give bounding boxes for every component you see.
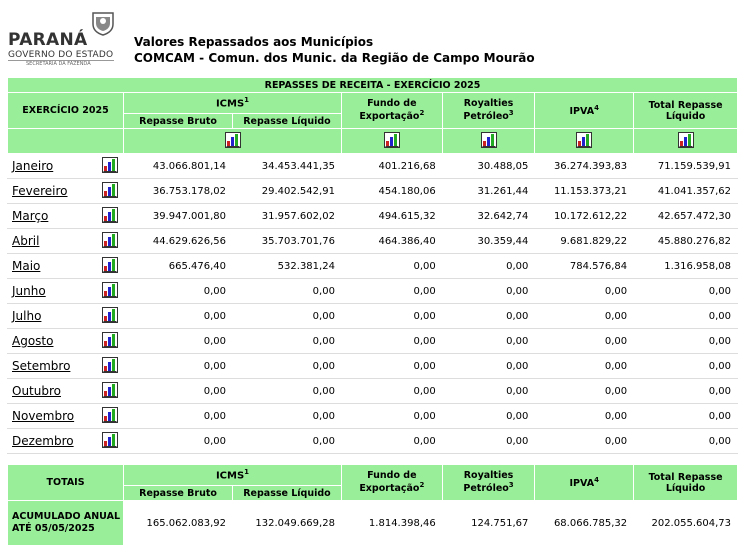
total-cell: 45.880.276,82: [634, 229, 738, 254]
table-row: [8, 204, 738, 229]
bar-chart-icon[interactable]: [102, 407, 118, 426]
coat-of-arms-icon: [90, 10, 116, 36]
totals-row: [8, 501, 738, 546]
bruto-cell: 36.753.178,02: [124, 179, 233, 204]
total-cell: 42.657.472,30: [634, 204, 738, 229]
bruto-cell: 0,00: [124, 429, 233, 454]
totals-table: [7, 464, 738, 546]
royalties-cell: 0,00: [442, 429, 535, 454]
sum-ipva-label: IPVA: [569, 478, 595, 490]
logo-sec: SECRETARIA DA FAZENDA: [26, 61, 91, 67]
totais-label: TOTAIS: [8, 465, 124, 501]
month-link[interactable]: Fevereiro: [12, 184, 68, 198]
liquido-cell: 0,00: [233, 304, 342, 329]
liquido-cell: 0,00: [233, 329, 342, 354]
title-line1: Valores Repassados aos Municípios: [134, 35, 374, 49]
month-chart-cell[interactable]: [97, 404, 123, 429]
bar-chart-icon[interactable]: [102, 157, 118, 176]
fundo-label2: Exportação: [359, 111, 420, 123]
royalties-label2: Petróleo: [463, 111, 509, 123]
ipva-cell: 10.172.612,22: [535, 204, 634, 229]
ipva-cell: 0,00: [535, 354, 634, 379]
fundo-chart-cell[interactable]: [341, 129, 442, 154]
liquido-cell: 34.453.441,35: [233, 154, 342, 179]
bar-chart-icon[interactable]: [102, 332, 118, 351]
fundo-cell: 0,00: [341, 429, 442, 454]
total-label: Total Repasse: [648, 99, 723, 111]
month-cell: [8, 354, 98, 379]
icms-label: ICMS: [215, 98, 245, 110]
liquido-cell: 35.703.701,76: [233, 229, 342, 254]
col-icms: [124, 93, 342, 114]
royalties-label: Royalties: [463, 98, 514, 110]
month-cell: [8, 254, 98, 279]
month-chart-cell[interactable]: [97, 229, 123, 254]
month-chart-cell[interactable]: [97, 179, 123, 204]
ipva-label: IPVA: [569, 106, 595, 118]
table-row: [8, 179, 738, 204]
col-royalties: [442, 93, 535, 129]
table-row: [8, 429, 738, 454]
title-line2: COMCAM - Comun. dos Munic. da Região de Campo Mourão: [134, 51, 535, 65]
total-ipva: 68.066.785,32: [535, 501, 634, 546]
royalties-cell: 0,00: [442, 379, 535, 404]
fundo-cell: 454.180,06: [341, 179, 442, 204]
bruto-cell: 0,00: [124, 329, 233, 354]
royalties-cell: 0,00: [442, 279, 535, 304]
fundo-cell: 0,00: [341, 279, 442, 304]
total-bruto: 165.062.083,92: [124, 501, 233, 546]
bruto-cell: 0,00: [124, 354, 233, 379]
liquido-cell: 532.381,24: [233, 254, 342, 279]
table-row: [8, 379, 738, 404]
month-cell: [8, 279, 98, 304]
royalties-cell: 30.488,05: [442, 154, 535, 179]
sum-col-repasse-liquido: Repasse Líquido: [233, 486, 342, 501]
table-row: [8, 329, 738, 354]
ipva-cell: 0,00: [535, 379, 634, 404]
fundo-cell: 0,00: [341, 354, 442, 379]
table-caption: REPASSES DE RECEITA - EXERCÍCIO 2025: [8, 78, 738, 93]
month-chart-cell[interactable]: [97, 329, 123, 354]
table-row: [8, 229, 738, 254]
royalties-cell: 0,00: [442, 304, 535, 329]
table-row: [8, 354, 738, 379]
bruto-cell: 39.947.001,80: [124, 204, 233, 229]
col-repasse-bruto: Repasse Bruto: [124, 114, 233, 129]
bar-chart-icon[interactable]: [678, 132, 694, 151]
month-cell: [8, 329, 98, 354]
ipva-cell: 0,00: [535, 404, 634, 429]
total-cell: 0,00: [634, 429, 738, 454]
month-chart-cell[interactable]: [97, 429, 123, 454]
icms-sup: 1: [244, 96, 250, 105]
bar-chart-icon[interactable]: [481, 132, 497, 151]
bar-chart-icon[interactable]: [102, 307, 118, 326]
sum-royalties-sup: 3: [508, 481, 514, 490]
sum-royalties-label: Royalties: [463, 470, 514, 482]
bar-chart-icon[interactable]: [102, 432, 118, 451]
month-chart-cell[interactable]: [97, 254, 123, 279]
logo-brand: PARANÁ: [8, 30, 88, 50]
acumulado-label: ACUMULADO ANUAL ATÉ 05/05/2025: [8, 501, 124, 546]
total-total: 202.055.604,73: [634, 501, 738, 546]
fundo-sup: 2: [419, 109, 425, 118]
col-total: [634, 93, 738, 129]
fundo-cell: 0,00: [341, 304, 442, 329]
month-cell: [8, 379, 98, 404]
total-cell: 1.316.958,08: [634, 254, 738, 279]
parana-logo: [6, 8, 124, 68]
royalties-cell: 31.261,44: [442, 179, 535, 204]
total-cell: 0,00: [634, 404, 738, 429]
ipva-sup: 4: [594, 103, 599, 112]
liquido-cell: 0,00: [233, 429, 342, 454]
liquido-cell: 0,00: [233, 379, 342, 404]
ipva-cell: 9.681.829,22: [535, 229, 634, 254]
month-chart-cell[interactable]: [97, 379, 123, 404]
month-link[interactable]: Maio: [12, 259, 41, 273]
logo-gov: GOVERNO DO ESTADO: [8, 50, 114, 60]
month-chart-cell[interactable]: [97, 154, 123, 179]
month-link[interactable]: Junho: [12, 284, 46, 298]
bruto-cell: 43.066.801,14: [124, 154, 233, 179]
table-row: [8, 254, 738, 279]
bruto-cell: 0,00: [124, 304, 233, 329]
bruto-cell: 0,00: [124, 379, 233, 404]
royalties-cell: 0,00: [442, 329, 535, 354]
liquido-cell: 29.402.542,91: [233, 179, 342, 204]
total-cell: 41.041.357,62: [634, 179, 738, 204]
ipva-cell: 0,00: [535, 329, 634, 354]
month-cell: [8, 229, 98, 254]
total-chart-cell[interactable]: [634, 129, 738, 154]
table-row: [8, 404, 738, 429]
sum-col-ipva: [535, 465, 634, 501]
royalties-chart-cell[interactable]: [442, 129, 535, 154]
month-link[interactable]: Setembro: [12, 359, 71, 373]
sum-ipva-sup: 4: [594, 475, 599, 484]
sum-total-label: Total Repasse: [648, 471, 723, 483]
bar-chart-icon[interactable]: [384, 132, 400, 151]
fundo-cell: 0,00: [341, 404, 442, 429]
col-repasse-liquido: Repasse Líquido: [233, 114, 342, 129]
sum-total-label2: Líquido: [665, 482, 706, 494]
ipva-cell: 36.274.393,83: [535, 154, 634, 179]
total-fundo: 1.814.398,46: [341, 501, 442, 546]
sum-icms-label: ICMS: [215, 470, 245, 482]
royalties-sup: 3: [508, 109, 514, 118]
total-cell: 0,00: [634, 379, 738, 404]
col-ipva: [535, 93, 634, 129]
sum-fundo-sup: 2: [419, 481, 425, 490]
sum-col-total: [634, 465, 738, 501]
liquido-cell: 0,00: [233, 354, 342, 379]
bar-chart-icon[interactable]: [102, 282, 118, 301]
bar-chart-icon[interactable]: [576, 132, 592, 151]
ipva-cell: 0,00: [535, 304, 634, 329]
total-label2: Líquido: [665, 110, 706, 122]
month-chart-cell[interactable]: [97, 204, 123, 229]
fundo-cell: 401.216,68: [341, 154, 442, 179]
royalties-cell: 32.642,74: [442, 204, 535, 229]
month-cell: [8, 179, 98, 204]
chart-icon-row: [8, 129, 738, 154]
table-row: [8, 279, 738, 304]
bar-chart-icon[interactable]: [102, 207, 118, 226]
royalties-cell: 0,00: [442, 254, 535, 279]
royalties-cell: 0,00: [442, 354, 535, 379]
ipva-cell: 11.153.373,21: [535, 179, 634, 204]
month-link[interactable]: Abril: [12, 234, 40, 248]
month-link[interactable]: Agosto: [12, 334, 54, 348]
table-row: [8, 154, 738, 179]
ipva-cell: 0,00: [535, 279, 634, 304]
sum-fundo-label: Fundo de: [367, 470, 417, 482]
month-link[interactable]: Novembro: [12, 409, 75, 423]
month-chart-cell[interactable]: [97, 354, 123, 379]
month-link[interactable]: Julho: [12, 309, 42, 323]
bruto-cell: 0,00: [124, 279, 233, 304]
month-cell: [8, 429, 98, 454]
sum-icms-sup: 1: [244, 468, 250, 477]
month-chart-cell[interactable]: [97, 304, 123, 329]
month-cell: [8, 304, 98, 329]
fundo-cell: 0,00: [341, 254, 442, 279]
col-fundo: [341, 93, 442, 129]
ipva-chart-cell[interactable]: [535, 129, 634, 154]
bruto-cell: 0,00: [124, 404, 233, 429]
sum-col-royalties: [442, 465, 535, 501]
liquido-cell: 0,00: [233, 279, 342, 304]
liquido-cell: 31.957.602,02: [233, 204, 342, 229]
fundo-cell: 494.615,32: [341, 204, 442, 229]
fundo-cell: 0,00: [341, 329, 442, 354]
month-cell: [8, 404, 98, 429]
ipva-cell: 784.576,84: [535, 254, 634, 279]
bar-chart-icon[interactable]: [102, 257, 118, 276]
total-cell: 0,00: [634, 279, 738, 304]
sum-fundo-label2: Exportação: [359, 483, 420, 495]
total-liquido: 132.049.669,28: [233, 501, 342, 546]
month-chart-cell[interactable]: [97, 279, 123, 304]
month-cell: [8, 204, 98, 229]
fundo-cell: 0,00: [341, 379, 442, 404]
bar-chart-icon[interactable]: [102, 382, 118, 401]
total-cell: 0,00: [634, 354, 738, 379]
fundo-label: Fundo de: [367, 98, 417, 110]
royalties-cell: 0,00: [442, 404, 535, 429]
total-cell: 71.159.539,91: [634, 154, 738, 179]
total-cell: 0,00: [634, 329, 738, 354]
fundo-cell: 464.386,40: [341, 229, 442, 254]
month-cell: [8, 154, 98, 179]
bar-chart-icon[interactable]: [225, 132, 241, 151]
month-link[interactable]: Janeiro: [12, 159, 54, 173]
royalties-cell: 30.359,44: [442, 229, 535, 254]
repasses-table: [7, 77, 738, 454]
bar-chart-icon[interactable]: [102, 232, 118, 251]
icms-chart-cell[interactable]: [124, 129, 342, 154]
table-row: [8, 304, 738, 329]
sum-col-repasse-bruto: Repasse Bruto: [124, 486, 233, 501]
bruto-cell: 44.629.626,56: [124, 229, 233, 254]
ipva-cell: 0,00: [535, 429, 634, 454]
sum-col-icms: [124, 465, 342, 486]
month-link[interactable]: Dezembro: [12, 434, 74, 448]
bar-chart-icon[interactable]: [102, 182, 118, 201]
sum-royalties-label2: Petróleo: [463, 483, 509, 495]
month-link[interactable]: Março: [12, 209, 49, 223]
col-exercicio: EXERCÍCIO 2025: [8, 93, 124, 129]
bruto-cell: 665.476,40: [124, 254, 233, 279]
total-royalties: 124.751,67: [442, 501, 535, 546]
bar-chart-icon[interactable]: [102, 357, 118, 376]
page-title: [134, 34, 535, 66]
month-link[interactable]: Outubro: [12, 384, 61, 398]
total-cell: 0,00: [634, 304, 738, 329]
sum-col-fundo: [341, 465, 442, 501]
liquido-cell: 0,00: [233, 404, 342, 429]
